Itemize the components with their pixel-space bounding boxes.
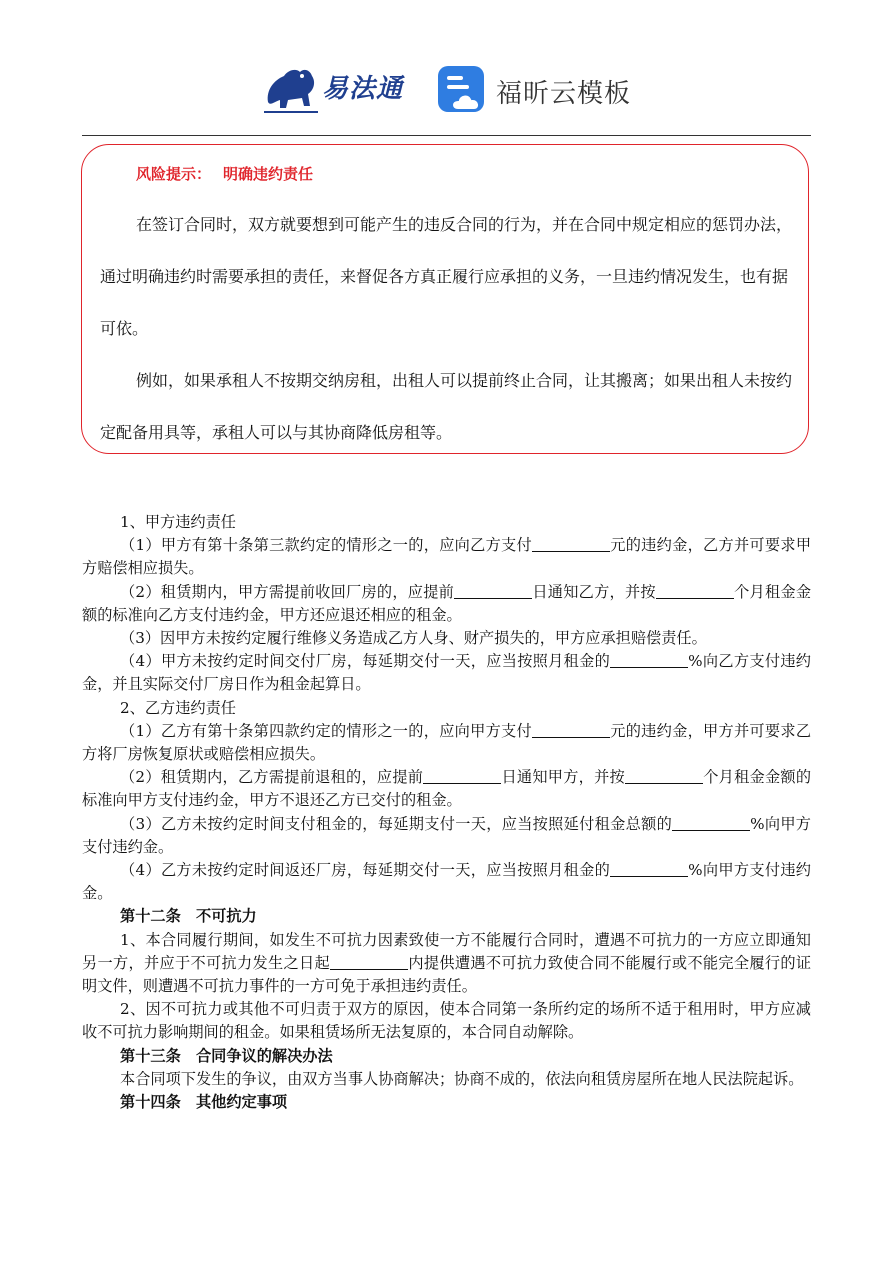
fuxin-cloud-logo-icon (436, 64, 486, 116)
risk-tip-label: 风险提示： (136, 165, 212, 183)
clause-item: 1、本合同履行期间，如发生不可抗力因素致使一方不能履行合同时，遭遇不可抗力的一方应立即通知另一方，并应于不可抗力发生之日起 内提供遭遇不可抗力致使合同不能履行或不能完全履行的证明文件，则遭遇不可抗力事件的一方可免于承担违约责任。 (82, 930, 811, 996)
article-heading: 第十二条 不可抗力 (120, 907, 257, 926)
clause-item: 本合同项下发生的争议，由双方当事人协商解决；协商不成的，依法向租赁房屋所在地人民法院起诉。 (120, 1069, 804, 1088)
risk-tip-topic: 明确违约责任 (223, 165, 314, 183)
contract-body (82, 511, 811, 1114)
clause-item: （1）乙方有第十条第四款约定的情形之一的，应向甲方支付 元的违约金，甲方并可要求乙方将厂房恢复原状或赔偿相应损失。 (82, 721, 812, 764)
risk-tip-box (81, 144, 809, 454)
article-heading: 第十三条 合同争议的解决办法 (120, 1046, 333, 1065)
risk-tip-example: 例如，如果承租人不按期交纳房租，出租人可以提前终止合同，让其搬离；如果出租人未按约定配备用具等，承租人可以与其协商降低房租等。 (100, 371, 793, 442)
clause-item: （3）乙方未按约定时间支付租金的，每延期支付一天，应当按照延付租金总额的 %向甲方支付违约金。 (82, 814, 811, 856)
clause-item: （1）甲方有第十条第三款约定的情形之一的，应向乙方支付 元的违约金，乙方并可要求甲方赔偿相应损失。 (82, 536, 812, 578)
section-heading: 2、乙方违约责任 (120, 698, 236, 717)
clause-item: （2）租赁期内，甲方需提前收回厂房的，应提前 日通知乙方，并按 个月租金金额的标准向乙方支付违约金，甲方还应退还相应的租金。 (82, 582, 812, 624)
clause-item: （4）乙方未按约定时间返还厂房，每延期交付一天，应当按照月租金的 %向甲方支付违约金。 (82, 861, 811, 903)
clause-item: （3）因甲方未按约定履行维修义务造成乙方人身、财产损失的，甲方应承担赔偿责任。 (120, 629, 707, 648)
article-heading: 第十四条 其他约定事项 (120, 1093, 288, 1112)
clause-item: 2、因不可抗力或其他不可归责于双方的原因，使本合同第一条所约定的场所不适于租用时，甲方应减收不可抗力影响期间的租金。如果租赁场所无法复原的，本合同自动解除。 (82, 1000, 811, 1042)
clause-item: （4）甲方未按约定时间交付厂房，每延期交付一天，应当按照月租金的 %向乙方支付违约金，并且实际交付厂房日作为租金起算日。 (82, 652, 811, 694)
risk-tip-paragraph: 在签订合同时，双方就要想到可能产生的违反合同的行为，并在合同中规定相应的惩罚办法，通过明确违约时需要承担的责任，来督促各方真正履行应承担的义务，一旦违约情况发生，也有据可依。 (100, 215, 793, 338)
yifatong-logo-text: 易法通 (322, 74, 404, 104)
section-heading: 1、甲方违约责任 (120, 513, 236, 531)
clause-item: （2）租赁期内，乙方需提前退租的，应提前 日通知甲方，并按 个月租金金额的标准向甲方支付违约金，甲方不退还乙方已交付的租金。 (82, 768, 812, 810)
fuxin-logo-text: 福昕云模板 (496, 79, 632, 109)
risk-tip-title (136, 163, 313, 184)
page-header (0, 58, 893, 122)
header-divider (82, 135, 811, 136)
